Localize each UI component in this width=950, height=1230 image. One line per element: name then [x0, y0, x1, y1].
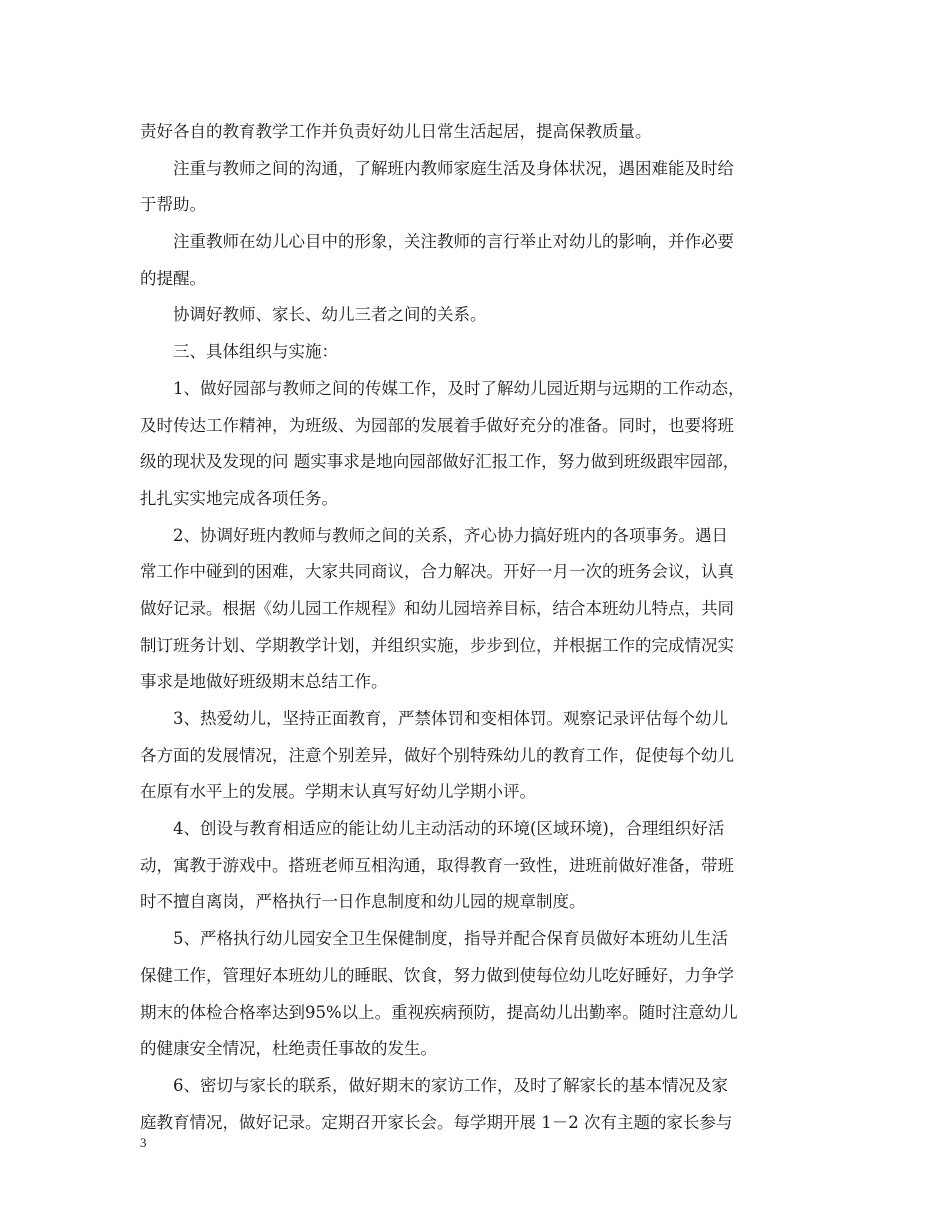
text-line: 时不擅自离岗，严格执行一日作息制度和幼儿园的规章制度。 — [140, 892, 586, 912]
text-line: 事求是地做好班级期末总结工作。 — [140, 672, 388, 692]
text-line: 于帮助。 — [140, 195, 206, 215]
text-line: 2、协调好班内教师与教师之间的关系，齐心协力搞好班内的各项事务。遇日 — [173, 525, 728, 545]
text-line: 的健康安全情况，杜绝责任事故的发生。 — [140, 1039, 437, 1059]
text-line: 做好记录。根据《幼儿园工作规程》和幼儿园培养目标，结合本班幼儿特点，共同 — [140, 598, 734, 618]
text-line: 注重与教师之间的沟通，了解班内教师家庭生活及身体状况，遇困难能及时给 — [173, 158, 734, 178]
text-line: 4、创设与教育相适应的能让幼儿主动活动的环境(区域环境)，合理组织好活 — [173, 819, 725, 839]
text-line: 5、严格执行幼儿园安全卫生保健制度，指导并配合保育员做好本班幼儿生活 — [173, 929, 728, 949]
body-text — [140, 114, 812, 1141]
section-heading: 三、具体组织与实施： — [173, 342, 338, 362]
text-line: 动，寓教于游戏中。搭班老师互相沟通，取得教育一致性，进班前做好准备，带班 — [140, 855, 734, 875]
text-line: 6、密切与家长的联系，做好期末的家访工作，及时了解家长的基本情况及家 — [173, 1075, 728, 1095]
text-line: 各方面的发展情况，注意个别差异，做好个别特殊幼儿的教育工作，促使每个幼儿 — [140, 745, 734, 765]
text-line: 注重教师在幼儿心目中的形象，关注教师的言行举止对幼儿的影响，并作必要 — [173, 232, 734, 252]
text-line: 及时传达工作精神，为班级、为园部的发展着手做好充分的准备。同时，也要将班 — [140, 415, 734, 435]
text-line: 保健工作，管理好本班幼儿的睡眠、饮食，努力做到使每位幼儿吃好睡好，力争学 — [140, 965, 734, 985]
text-line: 常工作中碰到的困难，大家共同商议，合力解决。开好一月一次的班务会议，认真 — [140, 562, 734, 582]
text-line: 制订班务计划、学期教学计划，并组织实施，步步到位，并根据工作的完成情况实 — [140, 635, 734, 655]
text-line: 协调好教师、家长、幼儿三者之间的关系。 — [173, 305, 487, 325]
text-line: 级的现状及发现的问 题实事求是地向园部做好汇报工作，努力做到班级跟牢园部， — [140, 452, 740, 472]
text-line: 在原有水平上的发展。学期末认真写好幼儿学期小评。 — [140, 782, 536, 802]
text-line: 的提醒。 — [140, 268, 206, 288]
text-line: 庭教育情况，做好记录。定期召开家长会。每学期开展 1－2 次有主题的家长参与 — [140, 1112, 733, 1132]
text-line: 3、热爱幼儿，坚持正面教育，严禁体罚和变相体罚。观察记录评估每个幼儿 — [173, 709, 728, 728]
text-line: 1、做好园部与教师之间的传媒工作，及时了解幼儿园近期与远期的工作动态， — [173, 378, 745, 398]
text-line: 责好各自的教育教学工作并负责好幼儿日常生活起居，提高保教质量。 — [140, 122, 652, 141]
text-line: 扎扎实实地完成各项任务。 — [140, 488, 338, 508]
page-number: 3 — [140, 1135, 147, 1150]
text-line: 期末的体检合格率达到95%以上。重视疾病预防，提高幼儿出勤率。随时注意幼儿 — [140, 1002, 738, 1022]
